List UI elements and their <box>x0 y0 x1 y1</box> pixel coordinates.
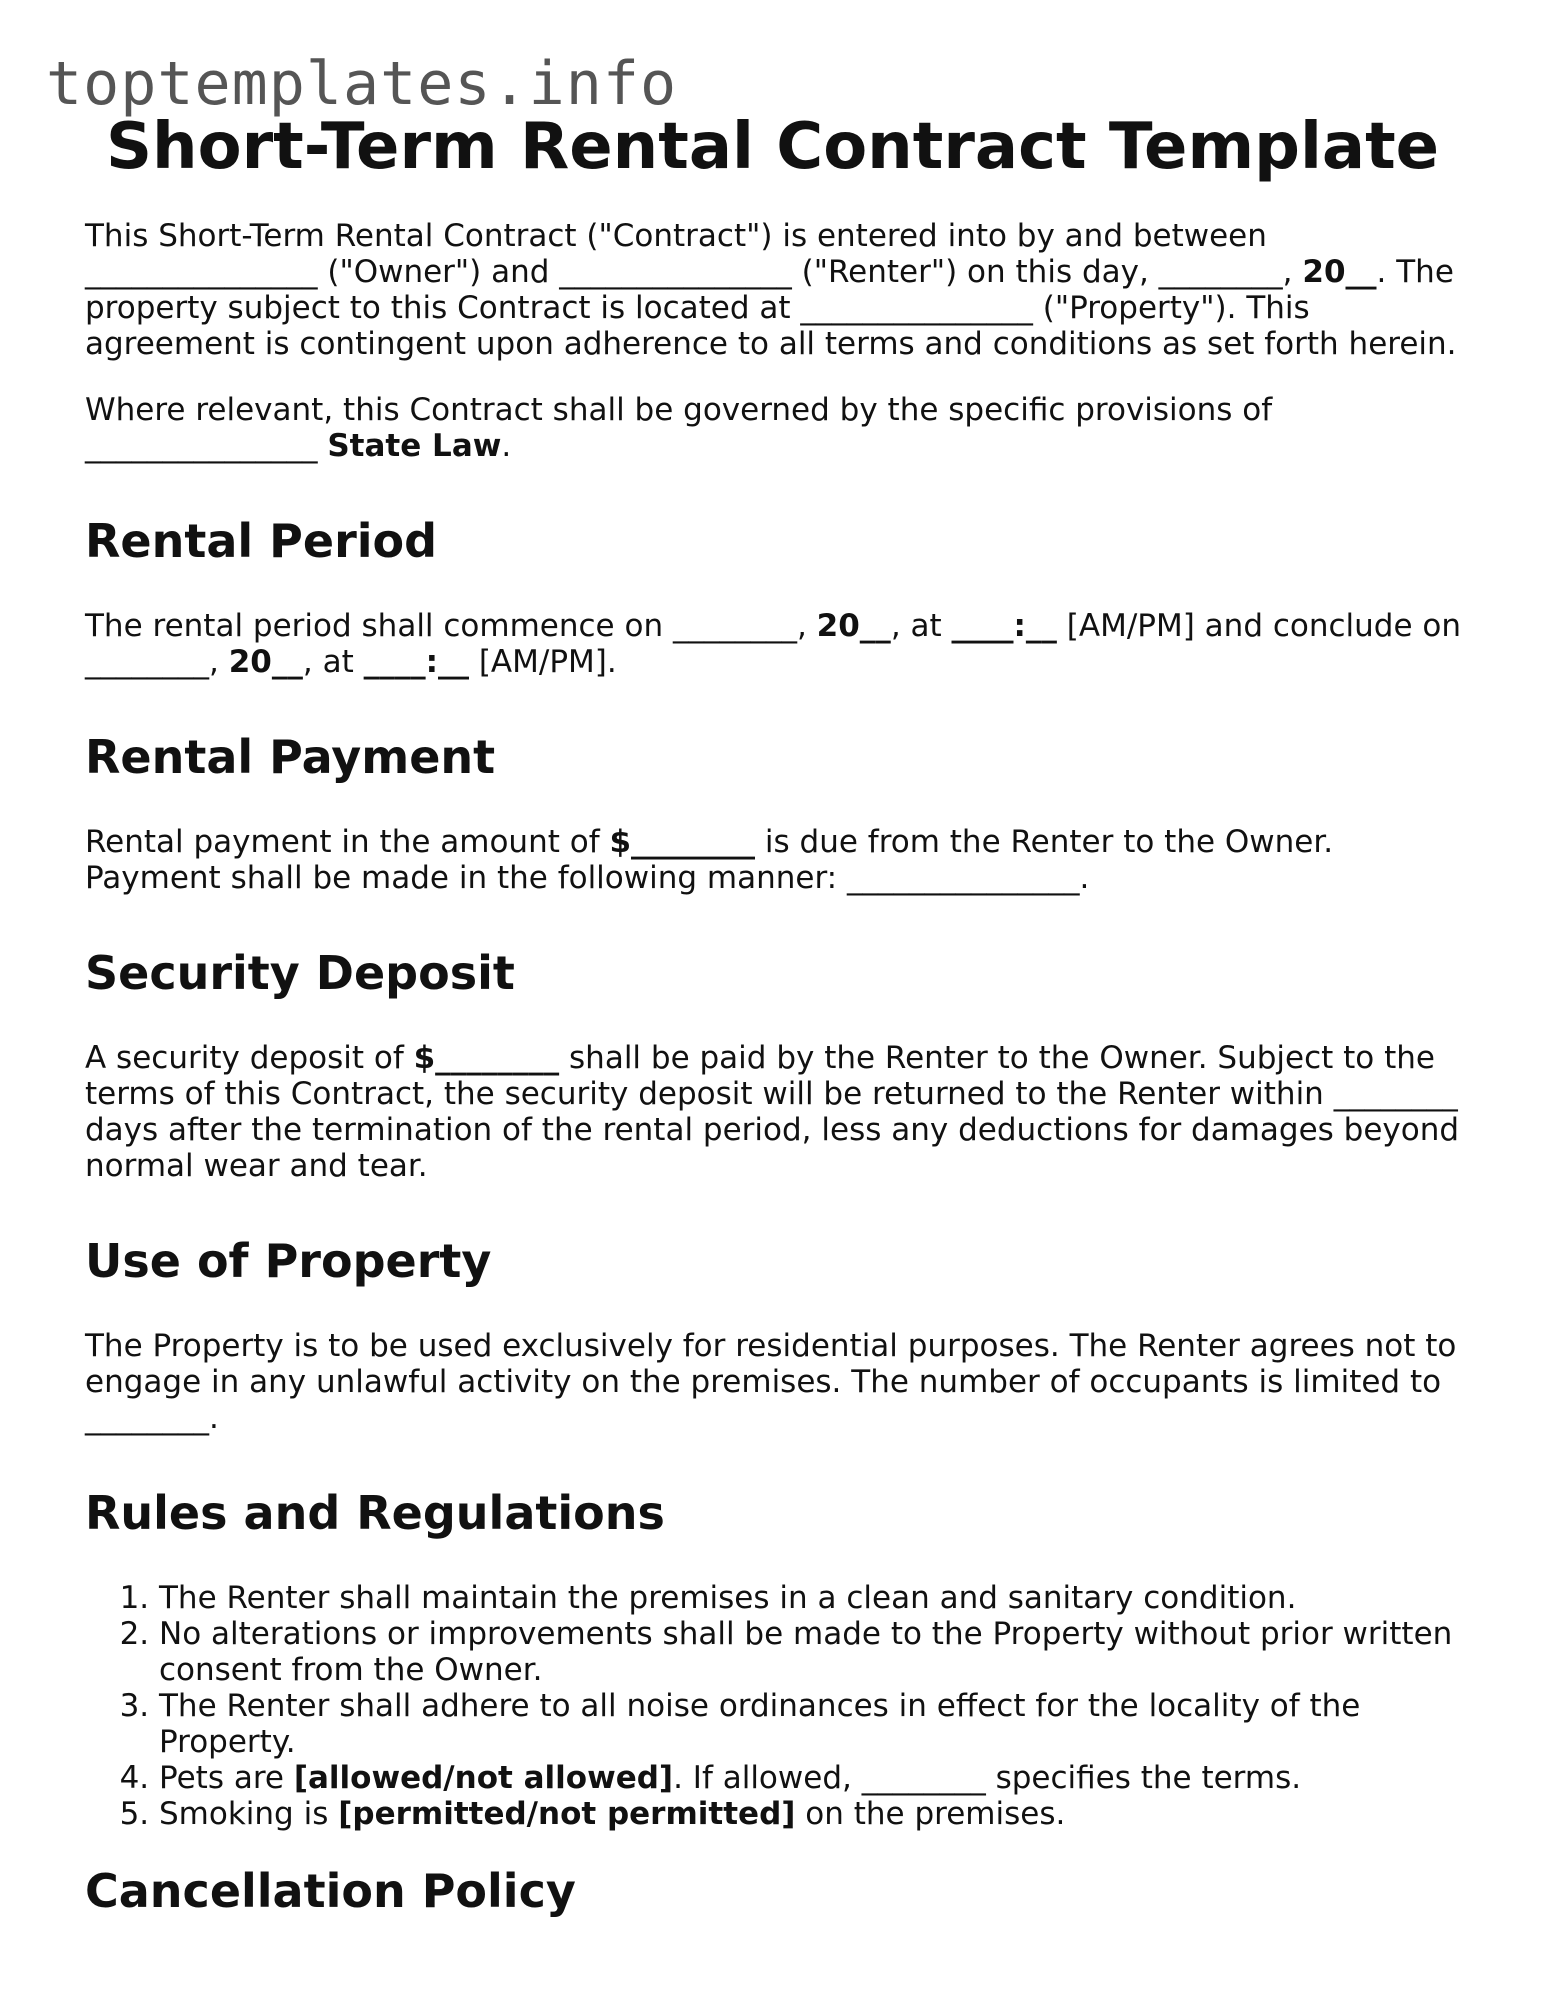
document-body <box>85 218 1465 1958</box>
rules-list <box>85 1580 1465 1832</box>
governing-law-paragraph: Where relevant, this Contract shall be governed by the specific provisions of _______________ State Law. <box>85 392 1273 464</box>
rental-payment-text: Rental payment in the amount of $________ is due from the Renter to the Owner. Payment shall be made in the following manner: _______________. <box>85 824 1334 896</box>
document-title: Short-Term Rental Contract Template <box>105 110 1440 184</box>
cancellation-policy-heading: Cancellation Policy <box>85 1864 576 1918</box>
rule-item: 4. Pets are [allowed/not allowed]. If allowed, ________ specifies the terms. <box>159 1760 1465 1796</box>
rental-period-text: The rental period shall commence on ________, 20__, at ____:__ [AM/PM] and conclude on ________, 20__, at ____:__ [AM/PM]. <box>85 608 1462 680</box>
site-watermark: toptemplates.info <box>46 49 678 119</box>
rule-item: 5. Smoking is [permitted/not permitted] on the premises. <box>159 1796 1465 1832</box>
rules-heading: Rules and Regulations <box>85 1486 665 1540</box>
rental-payment-heading: Rental Payment <box>85 730 496 784</box>
rental-period-heading: Rental Period <box>85 514 438 568</box>
security-deposit-text: A security deposit of $________ shall be paid by the Renter to the Owner. Subject to the terms of this Contract, the security deposit will be returned to the Renter within ________ days after the termination of the rental period, less any deductions for damages beyond normal wear and tear. <box>85 1040 1460 1184</box>
intro-paragraph: This Short-Term Rental Contract ("Contract") is entered into by and between _______________ ("Owner") and _______________ ("Renter") on this day, ________, 20__. The property subject to this Contract is located at _______________ ("Property"). This agreement is contingent upon adherence to all terms and conditions as set forth herein. <box>85 218 1457 362</box>
security-deposit-heading: Security Deposit <box>85 946 515 1000</box>
rule-item: 3. The Renter shall adhere to all noise ordinances in effect for the locality of the Property. <box>159 1688 1465 1760</box>
rule-item: 1. The Renter shall maintain the premises in a clean and sanitary condition. <box>159 1580 1465 1616</box>
use-of-property-heading: Use of Property <box>85 1234 492 1288</box>
rule-item: 2. No alterations or improvements shall be made to the Property without prior written consent from the Owner. <box>159 1616 1465 1688</box>
use-of-property-text: The Property is to be used exclusively for residential purposes. The Renter agrees not to engage in any unlawful activity on the premises. The number of occupants is limited to ________. <box>85 1328 1457 1436</box>
